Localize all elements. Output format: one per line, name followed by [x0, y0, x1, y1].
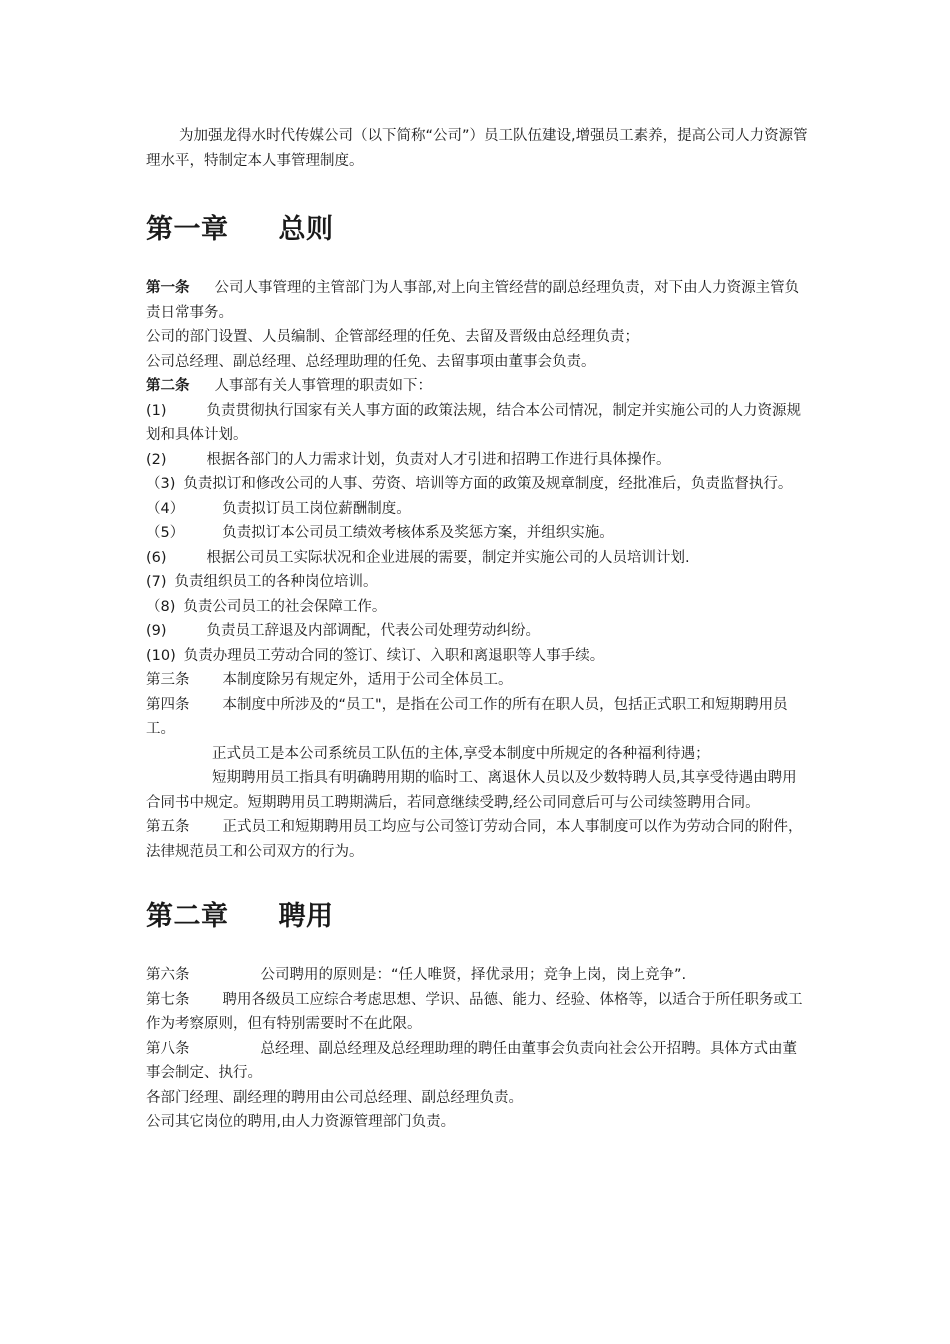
list-item-9-text: 负责员工辞退及内部调配，代表公司处理劳动纠纷。	[206, 623, 541, 639]
article-2-label: 第二条	[146, 378, 190, 394]
list-item-8-text: 负责公司员工的社会保障工作。	[183, 598, 387, 615]
article-3	[146, 668, 810, 693]
article-4-text: 本制度中所涉及的“员工"，是指在公司工作的所有在职人员，包括正式职工和短期聘用员工。	[146, 696, 788, 737]
list-item-4	[146, 497, 810, 522]
list-item-5-num: （5）	[146, 525, 185, 541]
list-item-8-num: （8)	[146, 598, 176, 615]
list-item-1-text: 负责贯彻执行国家有关人事方面的政策法规，结合本公司情况，制定并实施公司的人力资源规划和具体计划。	[146, 402, 802, 443]
chapter-2-title: 聘用	[278, 901, 334, 932]
article-8-line-2: 各部门经理、副经理的聘用由公司总经理、副总经理负责。	[146, 1089, 523, 1106]
article-5	[146, 815, 810, 864]
document-page	[146, 124, 810, 1135]
list-item-8	[146, 595, 810, 620]
list-item-3	[146, 472, 810, 497]
article-8-text: 总经理、副总经理及总经理助理的聘任由董事会负责向社会公开招聘。具体方式由董事会制定、执行。	[146, 1040, 797, 1081]
list-item-6-num: (6)	[146, 549, 167, 566]
article-8-line-3: 公司其它岗位的聘用,由人力资源管理部门负责。	[146, 1114, 456, 1130]
article-4-para-2: 短期聘用员工指具有明确聘用期的临时工、离退休人员以及少数特聘人员,其享受待遇由聘用合同书中规定。短期聘用员工聘期满后，若同意继续受聘,经公司同意后可与公司续签聘用合同。	[146, 770, 797, 811]
article-1-text: 公司人事管理的主管部门为人事部,对上向主管经营的副总经理负责，对下由人力资源主管负责日常事务。	[146, 280, 800, 321]
list-item-7	[146, 570, 810, 595]
article-5-text: 正式员工和短期聘用员工均应与公司签订劳动合同，本人事制度可以作为劳动合同的附件，法律规范员工和公司双方的行为。	[146, 819, 803, 860]
article-6	[146, 963, 810, 988]
article-7	[146, 988, 810, 1037]
list-item-5-text: 负责拟订本公司员工绩效考核体系及奖惩方案，并组织实施。	[222, 525, 614, 541]
list-item-2	[146, 448, 810, 473]
article-1-line-3: 公司总经理、副总经理、总经理助理的任免、去留事项由董事会负责。	[146, 353, 596, 370]
list-item-4-text: 负责拟订员工岗位薪酬制度。	[222, 500, 411, 517]
chapter-1-title: 总则	[278, 214, 334, 245]
article-8-label: 第八条	[146, 1040, 190, 1057]
list-item-4-num: （4）	[146, 500, 185, 517]
list-item-6	[146, 546, 810, 571]
article-4-para-1: 正式员工是本公司系统员工队伍的主体,享受本制度中所规定的各种福利待遇；	[212, 745, 710, 762]
article-6-label: 第六条	[146, 967, 190, 983]
list-item-5	[146, 521, 810, 546]
article-3-label: 第三条	[146, 672, 190, 688]
list-item-1	[146, 399, 810, 448]
article-8	[146, 1037, 810, 1086]
list-item-10-num: (10)	[146, 647, 176, 664]
list-item-3-text: 负责拟订和修改公司的人事、劳资、培训等方面的政策及规章制度，经批准后，负责监督执行。	[183, 476, 793, 492]
list-item-7-text: 负责组织员工的各种岗位培训。	[174, 574, 378, 590]
article-5-label: 第五条	[146, 819, 190, 835]
article-6-text: 公司聘用的原则是：“任人唯贤，择优录用；竞争上岗，岗上竞争”.	[260, 967, 687, 983]
article-1-label: 第一条	[146, 280, 190, 296]
article-1-line-2: 公司的部门设置、人员编制、企管部经理的任免、去留及晋级由总经理负责；	[146, 329, 639, 345]
article-7-label: 第七条	[146, 991, 190, 1008]
article-2-text: 人事部有关人事管理的职责如下：	[214, 378, 432, 394]
list-item-6-text: 根据公司员工实际状况和企业进展的需要，制定并实施公司的人员培训计划.	[206, 549, 690, 566]
chapter-2-number: 第二章	[146, 901, 229, 932]
list-item-3-num: （3)	[146, 476, 176, 492]
list-item-9-num: (9)	[146, 623, 167, 639]
chapter-1-heading	[146, 207, 810, 246]
list-item-2-text: 根据各部门的人力需求计划，负责对人才引进和招聘工作进行具体操作。	[206, 451, 671, 468]
article-3-text: 本制度除另有规定外，适用于公司全体员工。	[222, 672, 513, 688]
list-item-2-num: (2)	[146, 451, 167, 468]
article-1	[146, 276, 810, 325]
article-4-label: 第四条	[146, 696, 190, 713]
list-item-9	[146, 619, 810, 644]
chapter-2-heading	[146, 894, 810, 933]
intro-paragraph: 为加强龙得水时代传媒公司（以下简称“公司”）员工队伍建设,增强员工素养，提高公司人力资源管理水平，特制定本人事管理制度。	[146, 128, 808, 169]
article-2	[146, 374, 810, 399]
list-item-7-num: (7)	[146, 574, 167, 590]
list-item-1-num: (1)	[146, 402, 167, 419]
list-item-10	[146, 644, 810, 669]
article-4	[146, 693, 810, 742]
article-7-text: 聘用各级员工应综合考虑思想、学识、品德、能力、经验、体格等，以适合于所任职务或工作为考察原则，但有特别需要时不在此限。	[146, 991, 803, 1032]
chapter-1-number: 第一章	[146, 214, 229, 245]
list-item-10-text: 负责办理员工劳动合同的签订、续订、入职和离退职等人事手续。	[183, 647, 605, 664]
